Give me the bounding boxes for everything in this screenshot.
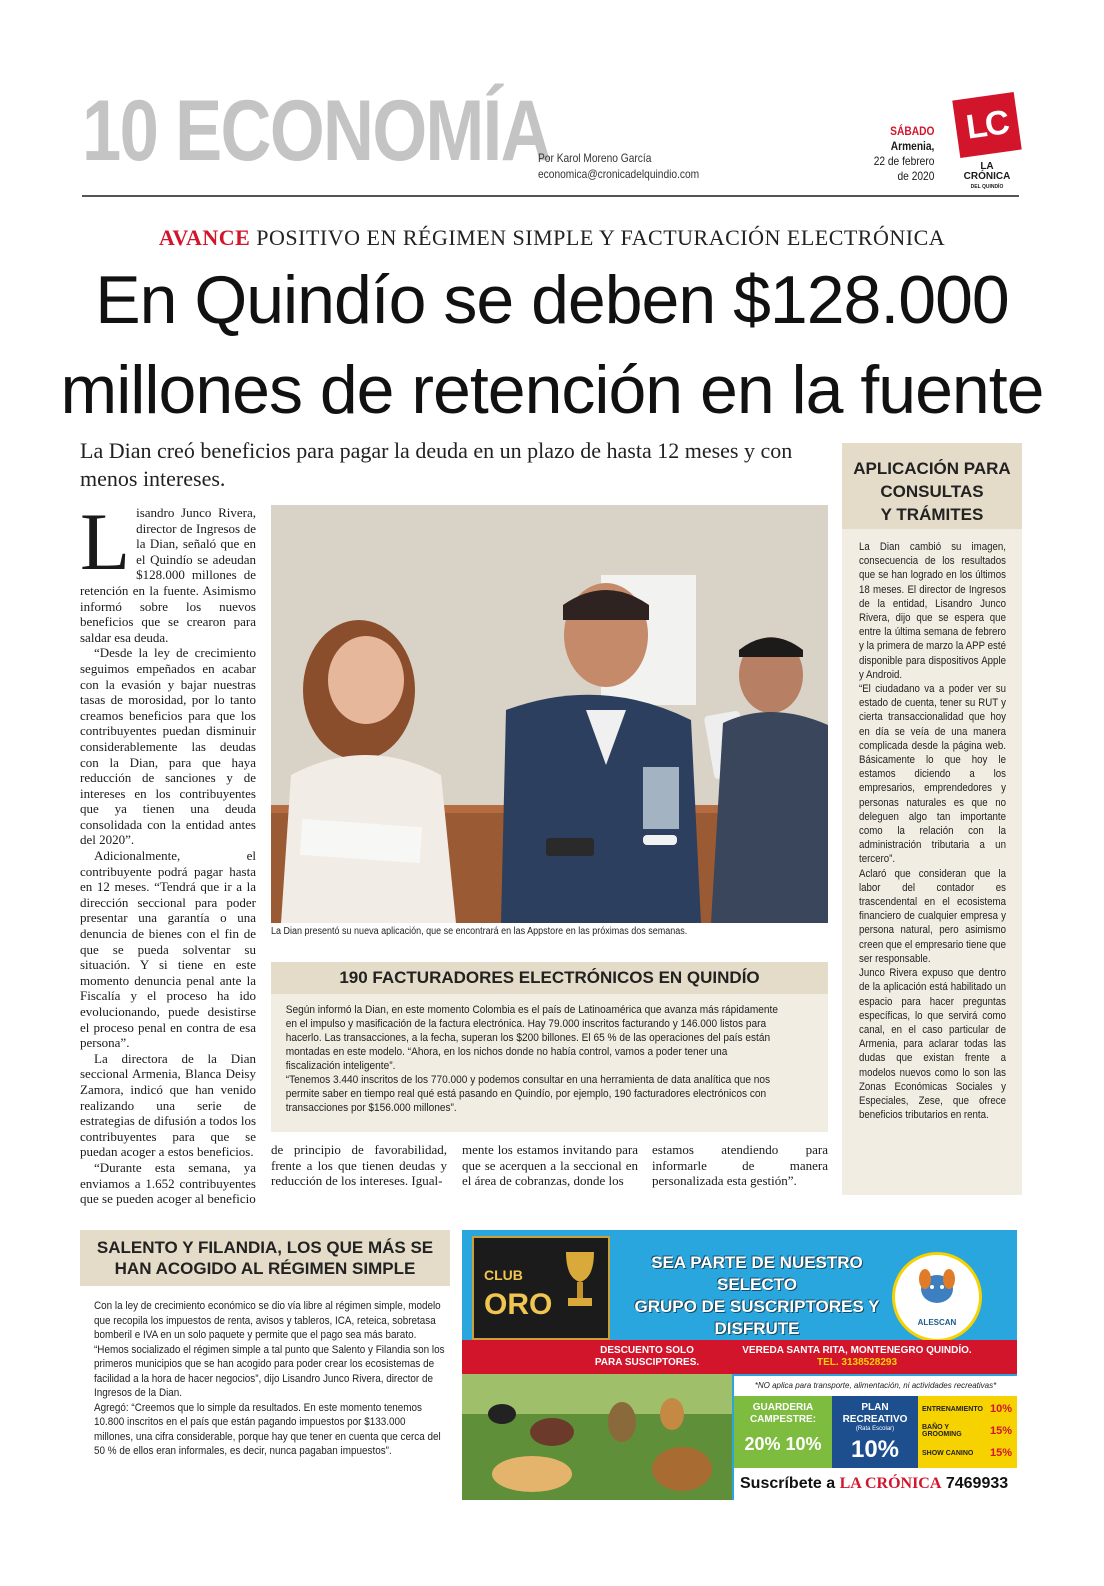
offer-row: ENTRENAMIENTO 10% (922, 1403, 1012, 1415)
paragraph: Adicionalmente, el contribuyente podrá pagar hasta en 12 meses. “Tendrá que ir a la dirección seccional para poder presentar una garantía o una denuncia de bienes con el fin de que se pueda solventar su situación. Y si tiene en este momento denuncia penal ante la Fiscalía y el proceso ha ido evolucionando, puede desistirse el proceso penal en contra de esa persona”. (80, 848, 256, 1051)
drop-cap: L (80, 496, 131, 587)
photo-illustration (271, 505, 828, 923)
article-column-1: Lisandro Junco Rivera, director de Ingresos de la Dian, señaló que en el Quindío se adeudan $128.000 millones de retención en la fuente. Asimismo informó sobre los nuevos beneficios que se crearon para saldar esa deuda. “Desde la ley de crecimiento seguimos empeñados en acabar con la evasión y bajar nuestras tasas de morosidad, por lo tanto creamos beneficios para que los contribuyentes puedan disminuir considerablemente las deudas con la Dian, para que haya reducción de sanciones y de intereses en los contribuyentes que ya tienen una deuda consolidada con la entidad antes del 2020”. Adicionalmente, el contribuyente podrá pagar hasta en 12 meses. “Tendrá que ir a la dirección seccional para poder presentar una garantía o una denuncia de bienes con el fin de que se pueda solventar su situación. Y si tiene en este momento denuncia penal ante la Fiscalía y el proceso ha ido evolucionando, puede desistirse el proceso penal en contra de esa persona”. La directora de la Dian seccional Armenia, Blanca Deisy Zamora, indicó que han venido realizando una serie de estrategias de difusión a todos los contribuyentes para que se puedan acoger a estos beneficios. “Durante esta semana, ya enviamos a 1.652 contribuyentes que se pueden acoger al beneficio (80, 496, 256, 1207)
paragraph: Con la ley de crecimiento económico se dio vía libre al régimen simple, modelo que recopila los impuestos de renta, avisos y tableros, ICA, reteica, sobretasa bomberil e IVA en un solo paquete y permite que el pago sea más barato. (94, 1300, 441, 1341)
paragraph: “El ciudadano va a poder ver su estado de cuenta, tener su RUT y cierta transaccionalidad que hoy en día se veía de una manera complicada desde la página web. Básicamente lo que hoy le estamos diciendo a los empresarios, emprendedores y personas naturales es que no deleguen algo tan importante como la relación con la administración tributaria a un tercero”. (859, 683, 1006, 866)
header-rule (82, 195, 1019, 197)
discount-note: DESCUENTO SOLO PARA SUSCIPTORES. (594, 1345, 700, 1368)
ad-info-strip (462, 1340, 1017, 1374)
date-line-2: de 2020 (897, 169, 934, 183)
paragraph: Aclaró que consideran que la labor del contador es trascendental en el ecosistema financiero de cualquier empresa y persona natural, pero asimismo creen que el empresario tiene que ser responsable. (859, 867, 1006, 965)
article-column-4: estamos atendiendo para informarle de manera personalizada esta gestión”. (652, 1142, 828, 1189)
ad-disclaimer: *NO aplica para transporte, alimentación, ni actividades recreativas* (734, 1376, 1017, 1396)
newspaper-logo: LC (952, 92, 1021, 158)
section-title (82, 83, 550, 179)
paragraph: Junco Rivera expuso que dentro de la aplicación está habilitado un espacio para hacer preguntas específicas, lo que servirá como canal, en el caso particular de Armenia, para aclarar todas las dudas que existan frente a modelos nuevos como lo son las Zonas Económicas Sociales y Especiales, Zese, que ofrece beneficios tributarios en renta. (859, 967, 1006, 1122)
ad-headline: SEA PARTE DE NUESTRO SELECTO GRUPO DE SUSCRIPTORES Y DISFRUTE (634, 1253, 880, 1338)
dog-logo-icon (895, 1255, 979, 1315)
dogs-illustration (462, 1374, 732, 1500)
paragraph: “Durante esta semana, ya enviamos a 1.652 contribuyentes que se pueden acoger al beneficio (80, 1159, 256, 1207)
facturadores-title: 190 FACTURADORES ELECTRÓNICOS EN QUINDÍO (271, 962, 828, 994)
paragraph: “Tenemos 3.440 inscritos de los 770.000 y podemos consultar en una herramienta de data analítica que nos permite saber en tiempo real qué está pasando en Quindío, por ejemplo, 190 facturadores electrónicos con transacciones por $156.000 millones”. (285, 1074, 771, 1114)
dateline (873, 124, 934, 184)
deck: La Dian creó beneficios para pagar la deuda en un plazo de hasta 12 meses y con menos intereses. (80, 438, 793, 491)
author: Por Karol Moreno García (538, 151, 652, 165)
article-column-2: de principio de favorabilidad, frente a los que tienen deudas y reducción de los intereses. Igual- (271, 1142, 447, 1189)
brand-name: LA CRÓNICA (839, 1475, 942, 1492)
services-offers (918, 1396, 1017, 1468)
location-info: VEREDA SANTA RITA, MONTENEGRO QUINDÍO. TEL. 3138528293 (742, 1345, 972, 1368)
article-column-3: mente los estamos invitando para que se acerquen a la seccional en el área de cobranzas, donde los (462, 1142, 638, 1189)
subscribe-phone[interactable]: 7469933 (945, 1475, 1009, 1492)
trophy-icon (560, 1248, 600, 1318)
byline (538, 150, 699, 182)
paragraph: “Hemos socializado el régimen simple a tal punto que Salento y Filandia son los primeros municipios que se han acogido para poder crear los ecosistemas de facilidad a la hora de hacer negocios”, dijo Lisandro Junco Rivera, director de Ingresos de la Dian. (94, 1343, 445, 1399)
salento-box-text (94, 1299, 445, 1459)
paragraph: La Dian cambió su imagen, consecuencia de los resultados que se han logrado en los últimos 18 meses. El director de Ingresos de la entidad, Lisandro Junco Rivera, dijo que se espera que entre la última semana de febrero y la primera de marzo la APP esté disponible para dispositivos Apple y Android. (859, 541, 1006, 681)
offer-row: SHOW CANINO 15% (922, 1447, 1012, 1459)
photo-caption: La Dian presentó su nueva aplicación, que se encontrará en las Appstore en las próximas dos semanas. (271, 926, 688, 937)
sidebar-box (842, 443, 1022, 1195)
club-oro-card (472, 1236, 610, 1340)
page-number: 10 (82, 83, 158, 179)
article-photo (271, 505, 828, 923)
paragraph: Según informó la Dian, en este momento Colombia es el país de Latinoamérica que avanza más rápidamente en el impulso y masificación de la factura electrónica. Hay 79.000 inscritos facturando y 146.000 listos para hacerlo. Las transacciones, a la fecha, superan los $200 billones. El 65 % de las operaciones del país están montadas en este modelo. “Ahora, en los nichos donde no había control, vamos a poder tener una fiscalización inteligente”. (285, 1004, 778, 1072)
headline: En Quindío se deben $128.000 millones de retención en la fuente (60, 262, 1044, 428)
city: Armenia, (890, 139, 934, 153)
paragraph: “Desde la ley de crecimiento seguimos empeñados en acabar con la evasión y bajar nuestras tasas de morosidad, por lo tanto creamos beneficios para que los contribuyentes puedan disminuir considerablemente las deudas con la Dian, para que haya reducción de sanciones y de intereses en los contribuyentes que ya tienen una deuda consolidada con la entidad antes del 2020”. (80, 645, 256, 848)
guarderia-offer: GUARDERIA CAMPESTRE: 20% 10% (734, 1396, 832, 1468)
kicker: AVANCE POSITIVO EN RÉGIMEN SIMPLE Y FACTURACIÓN ELECTRÓNICA (158, 225, 946, 250)
newspaper-logo-name: LA CRÓNICA DEL QUINDÍO (963, 161, 1011, 190)
paragraph: Agregó: “Creemos que lo simple da resultados. En este momento tenemos 10.800 inscritos en el país que están pagando impuestos por $133.000 millones, una cifra considerable, porque hay que tener en cuenta que cerca del 50 % de ellos eran informales, es decir, nunca pagaban impuestos”. (94, 1401, 441, 1457)
plan-recreativo-offer: PLAN RECREATIVO (Rata Escolar) 10% (832, 1396, 918, 1468)
section-name: ECONOMÍA (175, 83, 550, 179)
date-line-1: 22 de febrero (873, 154, 934, 168)
offer-row: BAÑO Y GROOMING 15% (922, 1424, 1012, 1438)
alescan-badge: ALESCAN (892, 1252, 982, 1342)
salento-box-title: SALENTO Y FILANDIA, LOS QUE MÁS SE HAN ACOGIDO AL RÉGIMEN SIMPLE (80, 1230, 450, 1286)
sidebar-title: APLICACIÓN PARA CONSULTAS Y TRÁMITES (842, 447, 1022, 529)
advertisement[interactable] (462, 1230, 1017, 1500)
paragraph: La directora de la Dian seccional Armenia, Blanca Deisy Zamora, indicó que han venido realizando una serie de estrategias de difusión a todos los contribuyentes para que se puedan acoger a estos beneficios. (80, 1050, 256, 1160)
club-oro-label: CLUB ORO (484, 1267, 553, 1321)
author-email[interactable]: economica@cronicadelquindio.com (538, 167, 700, 181)
weekday: SÁBADO (889, 124, 934, 138)
dogs-photo (462, 1374, 732, 1500)
facturadores-box (271, 962, 828, 1132)
subscribe-strip[interactable]: Suscríbete a LA CRÓNICA 7469933 (734, 1468, 1017, 1500)
